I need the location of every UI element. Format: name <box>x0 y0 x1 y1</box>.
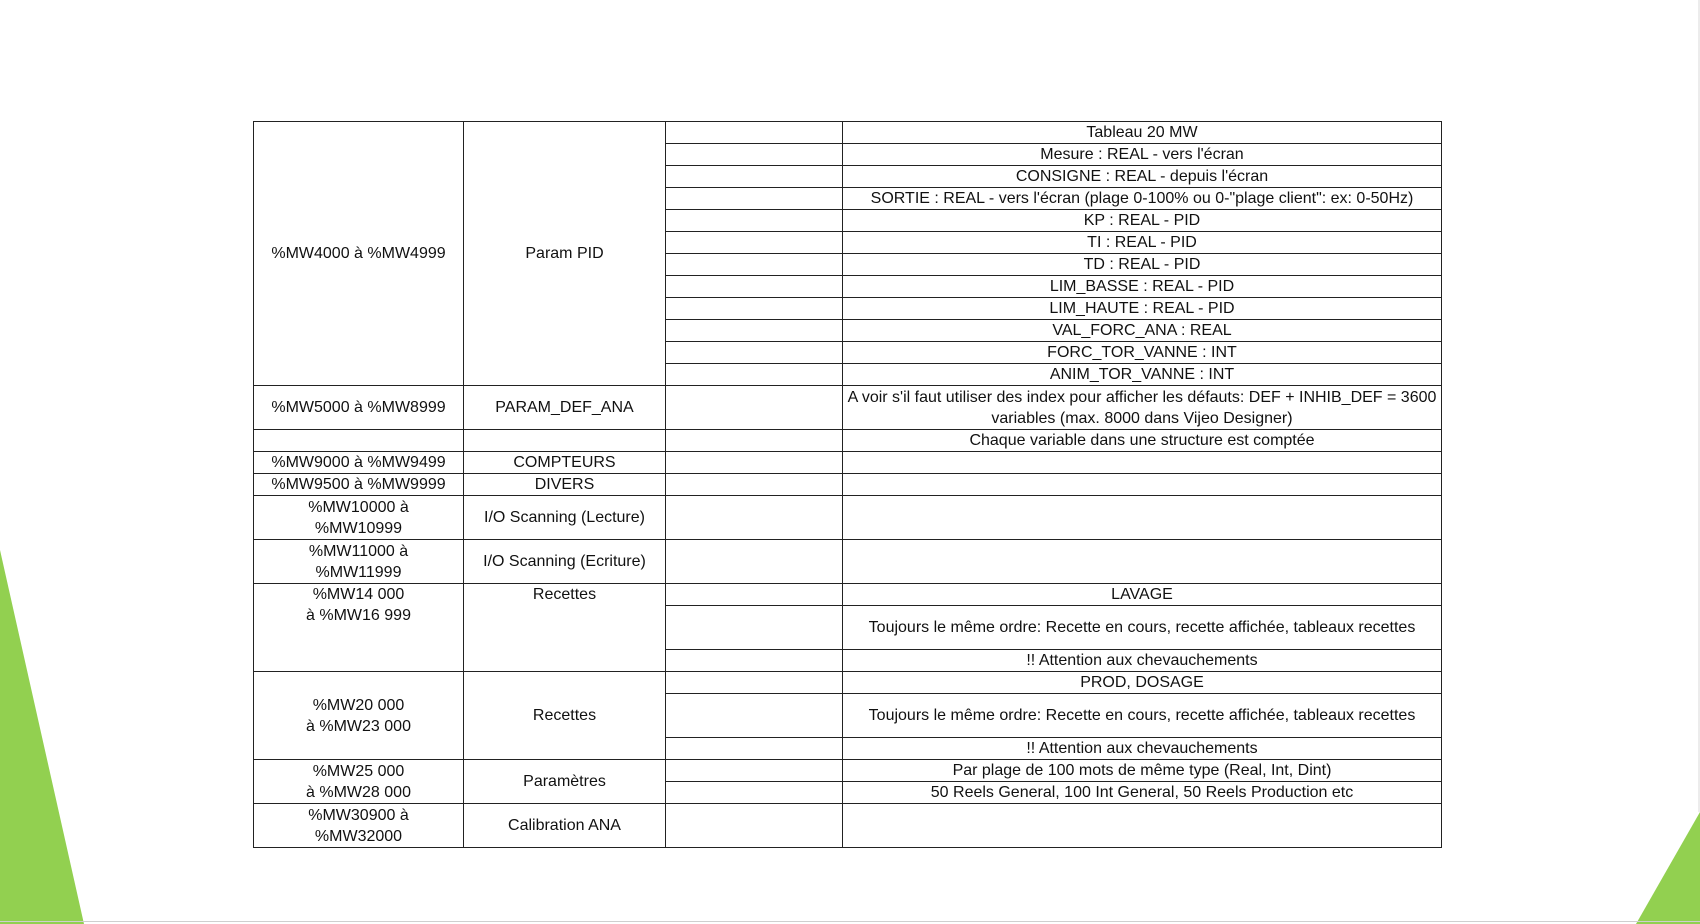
description-cell: LAVAGE <box>843 584 1442 606</box>
table-row <box>254 430 1442 452</box>
address-range: %MW9500 à %MW9999 <box>254 474 464 496</box>
description-cell: Chaque variable dans une structure est comptée <box>843 430 1442 452</box>
right-green-triangle <box>1636 812 1700 924</box>
description-cell: Toujours le même ordre: Recette en cours, recette affichée, tableaux recettes <box>843 606 1442 650</box>
empty-cell <box>666 606 843 650</box>
empty-cell <box>666 540 843 584</box>
address-range: %MW11000 à %MW11999 <box>254 540 464 584</box>
description-cell: !! Attention aux chevauchements <box>843 738 1442 760</box>
left-green-triangle <box>0 550 84 924</box>
empty-cell <box>666 122 843 144</box>
empty-cell <box>666 386 843 430</box>
address-range: %MW10000 à %MW10999 <box>254 496 464 540</box>
description-cell: Mesure : REAL - vers l'écran <box>843 144 1442 166</box>
empty-cell <box>666 804 843 848</box>
empty-cell <box>666 276 843 298</box>
table-row <box>254 386 1442 430</box>
bottom-divider <box>0 921 1700 922</box>
empty-cell <box>666 298 843 320</box>
empty-cell <box>666 584 843 606</box>
table-row <box>254 672 1442 694</box>
empty-cell <box>666 694 843 738</box>
table-row <box>254 496 1442 540</box>
empty-cell <box>666 738 843 760</box>
empty-cell <box>666 254 843 276</box>
section-name: Calibration ANA <box>464 804 666 848</box>
description-cell: SORTIE : REAL - vers l'écran (plage 0-100% ou 0-"plage client": ex: 0-50Hz) <box>843 188 1442 210</box>
table-row <box>254 804 1442 848</box>
empty-cell <box>254 430 464 452</box>
empty-cell <box>843 474 1442 496</box>
section-name: COMPTEURS <box>464 452 666 474</box>
description-cell: PROD, DOSAGE <box>843 672 1442 694</box>
description-cell: LIM_BASSE : REAL - PID <box>843 276 1442 298</box>
empty-cell <box>666 430 843 452</box>
section-name: Paramètres <box>464 760 666 804</box>
description-cell: FORC_TOR_VANNE : INT <box>843 342 1442 364</box>
empty-cell <box>666 760 843 782</box>
description-cell: LIM_HAUTE : REAL - PID <box>843 298 1442 320</box>
empty-cell <box>666 342 843 364</box>
empty-cell <box>843 540 1442 584</box>
description-cell: Tableau 20 MW <box>843 122 1442 144</box>
section-name: I/O Scanning (Ecriture) <box>464 540 666 584</box>
description-cell: !! Attention aux chevauchements <box>843 650 1442 672</box>
section-name: Recettes <box>464 584 666 672</box>
empty-cell <box>666 364 843 386</box>
description-cell: CONSIGNE : REAL - depuis l'écran <box>843 166 1442 188</box>
memory-map-table <box>253 121 1442 848</box>
empty-cell <box>666 650 843 672</box>
description-cell: 50 Reels General, 100 Int General, 50 Reels Production etc <box>843 782 1442 804</box>
section-name: PARAM_DEF_ANA <box>464 386 666 430</box>
description-cell: KP : REAL - PID <box>843 210 1442 232</box>
empty-cell <box>666 782 843 804</box>
empty-cell <box>666 496 843 540</box>
description-cell: A voir s'il faut utiliser des index pour afficher les défauts: DEF + INHIB_DEF = 3600 variables (max. 8000 dans Vijeo Designer) <box>843 386 1442 430</box>
address-range: %MW5000 à %MW8999 <box>254 386 464 430</box>
section-name: I/O Scanning (Lecture) <box>464 496 666 540</box>
description-cell: Par plage de 100 mots de même type (Real, Int, Dint) <box>843 760 1442 782</box>
section-name: DIVERS <box>464 474 666 496</box>
address-range: %MW4000 à %MW4999 <box>254 122 464 386</box>
table-row <box>254 584 1442 606</box>
empty-cell <box>666 452 843 474</box>
description-cell: ANIM_TOR_VANNE : INT <box>843 364 1442 386</box>
address-range: %MW14 000 à %MW16 999 <box>254 584 464 672</box>
section-name: Recettes <box>464 672 666 760</box>
table-row <box>254 452 1442 474</box>
empty-cell <box>666 320 843 342</box>
description-cell: TI : REAL - PID <box>843 232 1442 254</box>
address-range: %MW30900 à %MW32000 <box>254 804 464 848</box>
empty-cell <box>666 232 843 254</box>
empty-cell <box>843 496 1442 540</box>
address-range: %MW25 000 à %MW28 000 <box>254 760 464 804</box>
description-cell: VAL_FORC_ANA : REAL <box>843 320 1442 342</box>
empty-cell <box>666 474 843 496</box>
table-row <box>254 122 1442 144</box>
address-range: %MW20 000 à %MW23 000 <box>254 672 464 760</box>
section-name: Param PID <box>464 122 666 386</box>
table-row <box>254 474 1442 496</box>
description-cell: Toujours le même ordre: Recette en cours, recette affichée, tableaux recettes <box>843 694 1442 738</box>
empty-cell <box>666 672 843 694</box>
table-row <box>254 760 1442 782</box>
address-range: %MW9000 à %MW9499 <box>254 452 464 474</box>
empty-cell <box>464 430 666 452</box>
empty-cell <box>843 804 1442 848</box>
empty-cell <box>666 210 843 232</box>
empty-cell <box>843 452 1442 474</box>
table-row <box>254 540 1442 584</box>
empty-cell <box>666 188 843 210</box>
description-cell: TD : REAL - PID <box>843 254 1442 276</box>
empty-cell <box>666 144 843 166</box>
empty-cell <box>666 166 843 188</box>
